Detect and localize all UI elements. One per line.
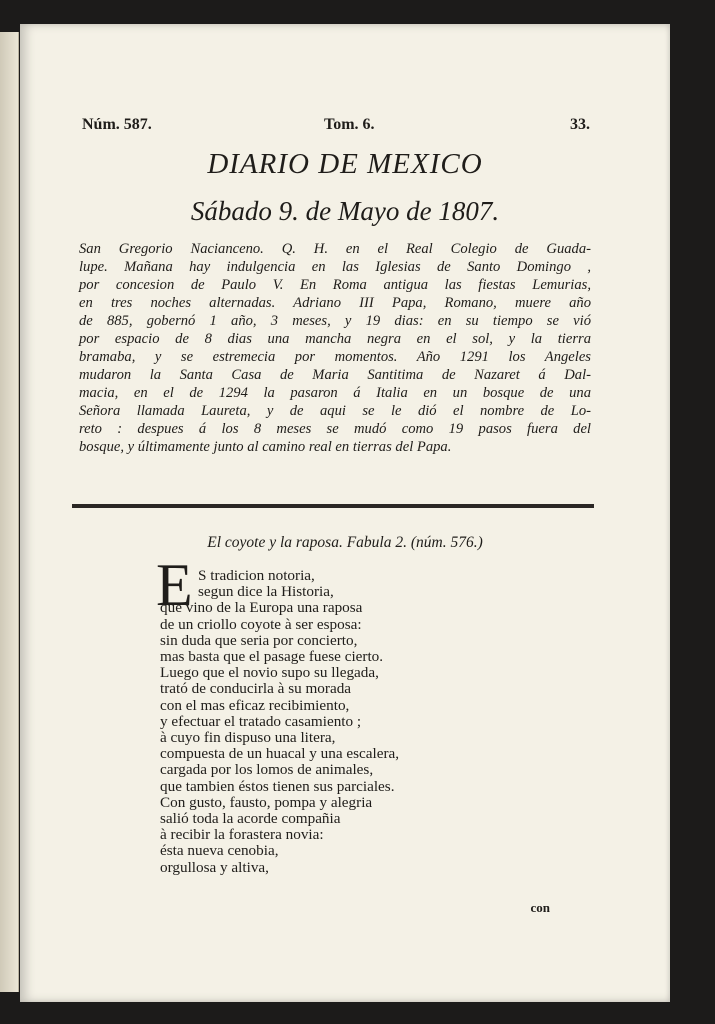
calendar-line: lupe. Mañana hay indulgencia en las Iglesias de Santo Domingo ,: [79, 259, 591, 275]
issue-number: Núm. 587.: [82, 116, 152, 133]
issue-date: Sábado 9. de Mayo de 1807.: [190, 196, 500, 226]
poem-line: mas basta que el pasage fuese cierto.: [160, 648, 384, 666]
poem-line: S tradicion notoria,: [198, 567, 315, 584]
running-header: [20, 116, 670, 136]
tome-number: Tom. 6.: [324, 116, 375, 133]
poem-line: Luego que el novio supo su llegada,: [160, 664, 379, 682]
calendar-line: en tres noches alternadas. Adriano III Papa, Romano, muere año: [79, 295, 591, 311]
calendar-paragraph: [79, 240, 591, 456]
poem-line: salió toda la acorde compañia: [160, 810, 341, 828]
poem-line: sin duda que seria por concierto,: [160, 631, 358, 649]
poem-line: à recibir la forastera novia:: [160, 826, 324, 844]
calendar-line: de 885, gobernó 1 año, 3 meses, y 19 dias: en su tiempo se vió: [79, 313, 591, 329]
calendar-line: mudaron la Santa Casa de Maria Santitima de Nazaret á Dal-: [79, 367, 591, 383]
newspaper-page: [20, 24, 670, 1002]
poem-line: ésta nueva cenobia,: [160, 842, 279, 860]
poem-line: con el mas eficaz recibimiento,: [160, 696, 350, 714]
poem-line: compuesta de un huacal y una escalera,: [160, 745, 400, 763]
poem-line: à cuyo fin dispuso una litera,: [160, 729, 336, 747]
poem-line: Con gusto, fausto, pompa y alegria: [160, 793, 373, 811]
calendar-line: macia, en el de 1294 la pasaron á Italia en un bosque de una: [79, 385, 591, 401]
poem-line: que vino de la Europa una raposa: [160, 599, 363, 617]
poem-line: y efectuar el tratado casamiento ;: [160, 712, 362, 730]
fable-poem: [160, 568, 600, 876]
masthead-title: DIARIO DE MEXICO: [207, 148, 483, 180]
fable-title: El coyote y la raposa. Fabula 2. (núm. 576.): [207, 534, 483, 551]
poem-line: segun dice la Historia,: [198, 583, 334, 601]
poem-line: que tambien éstos tienen sus parciales.: [160, 777, 395, 795]
poem-line: cargada por los lomos de animales,: [160, 761, 374, 779]
section-divider: [72, 504, 594, 508]
calendar-line: por espacio de 8 dias una mancha negra en el sol, y la tierra: [79, 331, 591, 347]
poem-line: orgullosa y altiva,: [160, 858, 269, 876]
facing-page-edge: [0, 32, 19, 992]
calendar-line: bramaba, y se estremecia por momentos. Año 1291 los Angeles: [79, 349, 591, 365]
drop-cap: E: [156, 552, 193, 618]
calendar-line: San Gregorio Nacianceno. Q. H. en el Real Colegio de Guada-: [79, 241, 591, 257]
calendar-line: reto : despues á los 8 meses se mudó como 19 pasos fuera del: [79, 421, 591, 437]
poem-line: trató de conducirla à su morada: [160, 680, 352, 698]
calendar-line: Señora llamada Laureta, y de aqui se le dió el nombre de Lo-: [79, 403, 591, 419]
poem-line: de un criollo coyote à ser esposa:: [160, 615, 362, 633]
calendar-line: por concesion de Paulo V. En Roma antigua las fiestas Lemurias,: [79, 277, 591, 293]
catchword: con: [530, 900, 550, 915]
page-number: 33.: [570, 116, 590, 133]
calendar-line: bosque, y últimamente junto al camino real en tierras del Papa.: [79, 439, 452, 455]
